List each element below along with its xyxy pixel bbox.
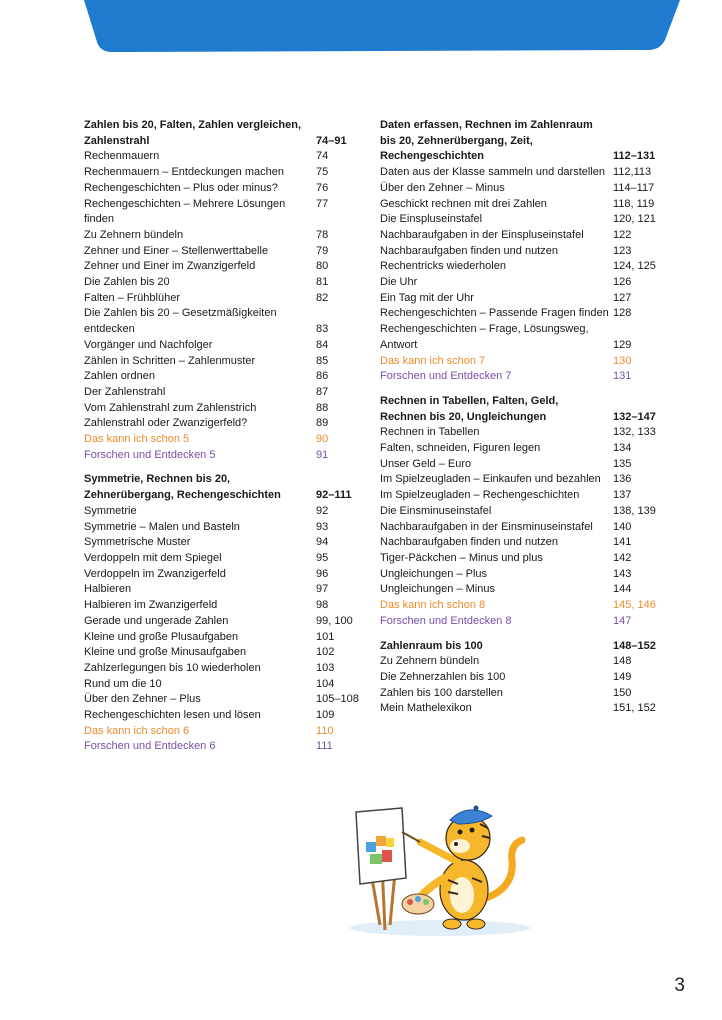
toc-entry-title: Das kann ich schon 5: [84, 433, 190, 446]
toc-section: [380, 394, 657, 630]
toc-entry: [84, 228, 350, 244]
toc-section-heading: [84, 134, 350, 150]
toc-entry: [84, 598, 350, 614]
toc-page-ref: 84: [316, 338, 329, 351]
toc-entry: [380, 165, 657, 181]
toc-entry: [84, 385, 350, 401]
toc-page-ref: 102: [316, 646, 335, 659]
toc-entry: [84, 504, 350, 520]
toc-section-heading: [84, 488, 350, 504]
toc-entry-title: Rechengeschichten – Passende Fragen finden: [380, 307, 609, 320]
toc-page-ref: 124, 125: [613, 260, 656, 273]
toc-entry: [380, 441, 657, 457]
toc-entry-title: Rechenmauern: [84, 150, 160, 163]
toc-page-ref: 128: [613, 307, 632, 320]
toc-page-ref: 112–131: [613, 150, 656, 163]
toc-entry-title: Vom Zahlenstrahl zum Zahlenstrich: [84, 401, 257, 414]
toc-entry: [380, 472, 657, 488]
toc-entry: [84, 551, 350, 567]
toc-page-ref: 88: [316, 401, 329, 414]
page-number: 3: [674, 975, 685, 996]
toc-heading-text: Daten erfassen, Rechnen im Zahlenraum: [380, 119, 593, 131]
toc-entry: [380, 457, 657, 473]
toc-entry: [84, 582, 350, 598]
toc-section: [380, 639, 657, 718]
toc-entry-title: Ungleichungen – Minus: [380, 583, 495, 596]
toc-entry: [84, 401, 350, 417]
toc-entry-title: Die Zahlen bis 20: [84, 276, 170, 289]
toc-entry-title: Rechnen in Tabellen: [380, 426, 480, 439]
toc-entry: [380, 369, 657, 385]
toc-heading-text: Symmetrie, Rechnen bis 20,: [84, 473, 231, 486]
toc-page-ref: 141: [613, 536, 632, 549]
toc-page-ref: 149: [613, 670, 632, 683]
toc-entry-title: Über den Zehner – Plus: [84, 693, 201, 706]
toc-page-ref: 138, 139: [613, 504, 656, 517]
toc-entry: [380, 322, 657, 338]
toc-entry-title: Zahlzerlegungen bis 10 wiederholen: [84, 661, 261, 674]
toc-entry-title: Forschen und Entdecken 5: [84, 448, 216, 461]
toc-entry-title: Symmetrie: [84, 504, 137, 517]
toc-entry: [380, 291, 657, 307]
toc-section-heading: [380, 118, 657, 134]
toc-heading-text: Rechnen bis 20, Ungleichungen: [380, 410, 547, 423]
toc-page-ref: 134: [613, 442, 632, 455]
toc-entry: [84, 535, 350, 551]
toc-entry: [380, 520, 657, 536]
toc-entry-title: Nachbaraufgaben in der Einsminuseinstafel: [380, 520, 593, 533]
toc-entry-title: Rechenmauern – Entdeckungen machen: [84, 166, 284, 179]
toc-section: [84, 118, 350, 463]
toc-entry: [84, 149, 350, 165]
toc-page-ref: 136: [613, 473, 632, 486]
toc-entry: [380, 598, 657, 614]
toc-entry: [84, 259, 350, 275]
toc-entry: [84, 369, 350, 385]
toc-heading-text: Rechengeschichten: [380, 150, 484, 163]
toc-entry-title: Über den Zehner – Minus: [380, 181, 505, 194]
toc-entry: [380, 197, 657, 213]
toc-entry: [84, 567, 350, 583]
toc-heading-text: bis 20, Zehnerübergang, Zeit,: [380, 134, 533, 147]
toc-entry: [380, 275, 657, 291]
toc-entry-title: Daten aus der Klasse sammeln und darstellen: [380, 166, 606, 179]
toc-page-ref: 131: [613, 370, 632, 383]
toc-page-ref: 130: [613, 354, 632, 367]
toc-heading-text: Rechnen in Tabellen, Falten, Geld,: [380, 394, 559, 407]
toc-page-ref: 132, 133: [613, 426, 656, 439]
toc-page-ref: 145, 146: [613, 599, 656, 612]
toc-section-heading: [380, 394, 657, 410]
toc-page-ref: 74: [316, 150, 329, 163]
toc-entry-title: Gerade und ungerade Zahlen: [84, 614, 229, 627]
toc-page-ref: 92: [316, 504, 329, 517]
toc-entry-title: Rechengeschichten – Plus oder minus?: [84, 181, 278, 194]
toc-page-ref: 80: [316, 260, 329, 273]
toc-entry: [84, 708, 350, 724]
toc-entry-title: Die Einsminuseinstafel: [380, 504, 492, 517]
toc-entry: [380, 614, 657, 630]
toc-entry: [84, 614, 353, 630]
toc-page-ref: 103: [316, 661, 335, 674]
toc-entry: [380, 425, 657, 441]
toc-entry-title: Die Zahlen bis 20 – Gesetzmäßigkeiten: [84, 307, 277, 320]
toc-entry-title: Geschickt rechnen mit drei Zahlen: [380, 197, 547, 210]
toc-entry-title: Ungleichungen – Plus: [380, 567, 488, 580]
toc-page-ref: 94: [316, 536, 329, 549]
toc-entry-title: Symmetrie – Malen und Basteln: [84, 520, 240, 533]
toc-entry: [84, 244, 350, 260]
toc-entry: [380, 306, 657, 322]
toc-page-ref: 87: [316, 385, 329, 398]
toc-entry-title: Im Spielzeugladen – Rechengeschichten: [380, 489, 580, 502]
toc-page-ref: 120, 121: [613, 213, 656, 226]
toc-entry: [84, 416, 350, 432]
toc-page-ref: 93: [316, 520, 329, 533]
toc-page-ref: 101: [316, 630, 335, 643]
toc-heading-text: Zahlen bis 20, Falten, Zahlen vergleichen,: [84, 119, 302, 131]
toc-section: [84, 472, 359, 755]
toc-entry: [84, 338, 350, 354]
toc-entry: [84, 354, 350, 370]
toc-entry-title: Nachbaraufgaben finden und nutzen: [380, 536, 558, 549]
toc-heading-text: Zahlenstrahl: [84, 134, 150, 147]
toc-entry: [380, 582, 657, 598]
toc-page-ref: 82: [316, 291, 329, 304]
toc-entry-title: Die Einspluseinstafel: [380, 213, 483, 226]
toc-page-ref: 142: [613, 551, 632, 564]
toc-entry: [84, 661, 350, 677]
toc-entry-title: Zahlen ordnen: [84, 370, 155, 383]
toc-page-ref: 89: [316, 417, 329, 430]
toc-entry-title: Vorgänger und Nachfolger: [84, 338, 213, 351]
toc-heading-text: Zahlenraum bis 100: [380, 639, 483, 652]
toc-entry: [380, 212, 657, 228]
toc-page-ref: 151, 152: [613, 702, 656, 715]
toc-entry: [84, 165, 350, 181]
toc-entry: [84, 197, 350, 228]
toc-page-ref: 109: [316, 709, 335, 722]
top-banner: [0, 0, 722, 60]
toc-page-ref: 105–108: [316, 693, 359, 706]
toc-entry-title: Ein Tag mit der Uhr: [380, 291, 474, 304]
toc-page-ref: 143: [613, 567, 632, 580]
toc-entry-title: Unser Geld – Euro: [380, 457, 472, 470]
toc-page-ref: 81: [316, 276, 329, 289]
toc-entry: [84, 291, 350, 307]
toc-entry-title: Antwort: [380, 338, 418, 351]
toc-page-ref: 90: [316, 433, 329, 446]
toc-entry-title: Tiger-Päckchen – Minus und plus: [380, 551, 543, 564]
toc-page-ref: 111: [316, 740, 333, 753]
toc-entry: [84, 739, 350, 755]
toc-page-ref: 144: [613, 583, 632, 596]
toc-entry: [380, 354, 657, 370]
toc-entry-title: Halbieren: [84, 583, 132, 596]
toc-entry: [380, 259, 657, 275]
toc-page-ref: 110: [316, 724, 334, 737]
toc-entry-title: Das kann ich schon 7: [380, 354, 486, 367]
toc-section-heading: [380, 410, 657, 426]
toc-entry-title: Zu Zehnern bündeln: [380, 655, 480, 668]
toc-entry-title: Rund um die 10: [84, 677, 162, 690]
toc-entry-title: Rechengeschichten – Frage, Lösungsweg,: [380, 323, 589, 336]
toc-page-ref: 127: [613, 291, 632, 304]
toc-entry-title: Verdoppeln mit dem Spiegel: [84, 551, 222, 564]
toc-left-column: [84, 118, 359, 764]
toc-entry-title: Im Spielzeugladen – Einkaufen und bezahlen: [380, 473, 601, 486]
toc-entry: [84, 181, 350, 197]
toc-entry: [84, 724, 350, 740]
toc-entry-title: Nachbaraufgaben finden und nutzen: [380, 244, 558, 257]
toc-page-ref: 74–91: [316, 134, 347, 147]
toc-page-ref: 86: [316, 370, 329, 383]
toc-page-ref: 99, 100: [316, 614, 353, 627]
toc-entry-title: Zehner und Einer – Stellenwerttabelle: [84, 244, 269, 257]
toc-entry-title: Falten – Frühblüher: [84, 291, 180, 304]
toc-entry-title: Forschen und Entdecken 7: [380, 370, 512, 383]
toc-page-ref: 126: [613, 276, 632, 289]
toc-entry-title: Rechengeschichten – Mehrere Lösungen finden: [84, 197, 286, 226]
toc-page-ref: 76: [316, 181, 329, 194]
toc-entry-title: Nachbaraufgaben in der Einspluseinstafel: [380, 228, 584, 241]
toc-heading-text: Zehnerübergang, Rechengeschichten: [84, 489, 281, 502]
toc-entry-title: Rechengeschichten lesen und lösen: [84, 709, 261, 722]
toc-entry-title: Zahlenstrahl oder Zwanzigerfeld?: [84, 417, 248, 430]
toc-section-heading: [380, 149, 657, 165]
toc-entry-title: Zahlen bis 100 darstellen: [380, 686, 503, 699]
toc-page-ref: 77: [316, 197, 329, 210]
toc-entry: [380, 535, 657, 551]
toc-entry-title: Zählen in Schritten – Zahlenmuster: [84, 354, 256, 367]
toc-entry: [84, 448, 350, 464]
toc-page-ref: 112,113: [613, 166, 652, 179]
toc-entry: [380, 654, 657, 670]
toc-page-ref: 97: [316, 583, 329, 596]
toc-page-ref: 140: [613, 520, 632, 533]
toc-page-ref: 75: [316, 166, 329, 179]
toc-page-ref: 148–152: [613, 639, 656, 652]
toc-entry: [380, 488, 657, 504]
toc-entry: [380, 228, 657, 244]
toc-page-ref: 114–117: [613, 181, 655, 194]
toc-entry: [84, 432, 350, 448]
toc-entry: [380, 504, 657, 520]
toc-entry: [84, 306, 350, 322]
toc-page-ref: 98: [316, 599, 329, 612]
toc-entry-title: Kleine und große Plusaufgaben: [84, 630, 239, 643]
toc-entry-title: Falten, schneiden, Figuren legen: [380, 442, 541, 455]
toc-entry-title: Das kann ich schon 6: [84, 724, 190, 737]
toc-entry: [84, 630, 350, 646]
toc-page-ref: 96: [316, 567, 329, 580]
toc-page-ref: 147: [613, 614, 632, 627]
toc-entry: [380, 244, 657, 260]
toc-page-ref: 95: [316, 551, 329, 564]
toc-entry-title: Rechentricks wiederholen: [380, 260, 506, 273]
toc-page-ref: 137: [613, 489, 632, 502]
toc-entry-title: Forschen und Entdecken 8: [380, 614, 512, 627]
toc-entry: [380, 181, 657, 197]
toc-section-heading: [84, 118, 350, 134]
tiger-painter-illustration: [340, 780, 540, 940]
toc-entry-title: Zu Zehnern bündeln: [84, 228, 184, 241]
toc-entry: [84, 692, 359, 708]
toc-section-heading: [84, 472, 350, 488]
toc-entry-title: Mein Mathelexikon: [380, 702, 472, 715]
toc-entry: [84, 677, 350, 693]
toc-page-ref: 150: [613, 686, 632, 699]
toc-entry: [380, 670, 657, 686]
toc-entry-title: Forschen und Entdecken 6: [84, 740, 216, 753]
toc-entry: [84, 645, 350, 661]
toc-page-ref: 123: [613, 244, 632, 257]
toc-page-ref: 79: [316, 244, 329, 257]
toc-page-ref: 92–111: [316, 489, 352, 502]
toc-entry-title: Halbieren im Zwanzigerfeld: [84, 599, 218, 612]
toc-page-ref: 118, 119: [613, 197, 655, 210]
toc-right-column: [380, 118, 657, 726]
toc-page-ref: 85: [316, 354, 329, 367]
toc-section-heading: [380, 639, 657, 655]
toc-entry: [84, 322, 350, 338]
toc-entry-title: entdecken: [84, 323, 135, 336]
toc-page-ref: 104: [316, 677, 335, 690]
toc-entry-title: Das kann ich schon 8: [380, 599, 486, 612]
toc-page-ref: 78: [316, 228, 329, 241]
toc-entry: [380, 551, 657, 567]
toc-section: [380, 118, 657, 385]
toc-page-ref: 122: [613, 228, 632, 241]
toc-page-ref: 148: [613, 655, 632, 668]
toc-entry: [380, 701, 657, 717]
toc-entry-title: Der Zahlenstrahl: [84, 385, 166, 398]
toc-entry-title: Die Uhr: [380, 276, 418, 289]
toc-page-ref: 135: [613, 457, 632, 470]
toc-entry: [380, 338, 657, 354]
toc-entry-title: Kleine und große Minusaufgaben: [84, 646, 247, 659]
toc-entry-title: Verdoppeln im Zwanzigerfeld: [84, 567, 226, 580]
toc-page-ref: 83: [316, 323, 329, 336]
toc-entry: [84, 275, 350, 291]
toc-entry: [380, 567, 657, 583]
toc-entry: [84, 520, 350, 536]
toc-page-ref: 129: [613, 338, 632, 351]
toc-entry-title: Die Zehnerzahlen bis 100: [380, 670, 506, 683]
toc-entry: [380, 686, 657, 702]
toc-section-heading: [380, 134, 657, 150]
toc-entry-title: Symmetrische Muster: [84, 536, 191, 549]
toc-page-ref: 132–147: [613, 410, 656, 423]
toc-entry-title: Zehner und Einer im Zwanzigerfeld: [84, 260, 256, 273]
toc-page-ref: 91: [316, 448, 329, 461]
